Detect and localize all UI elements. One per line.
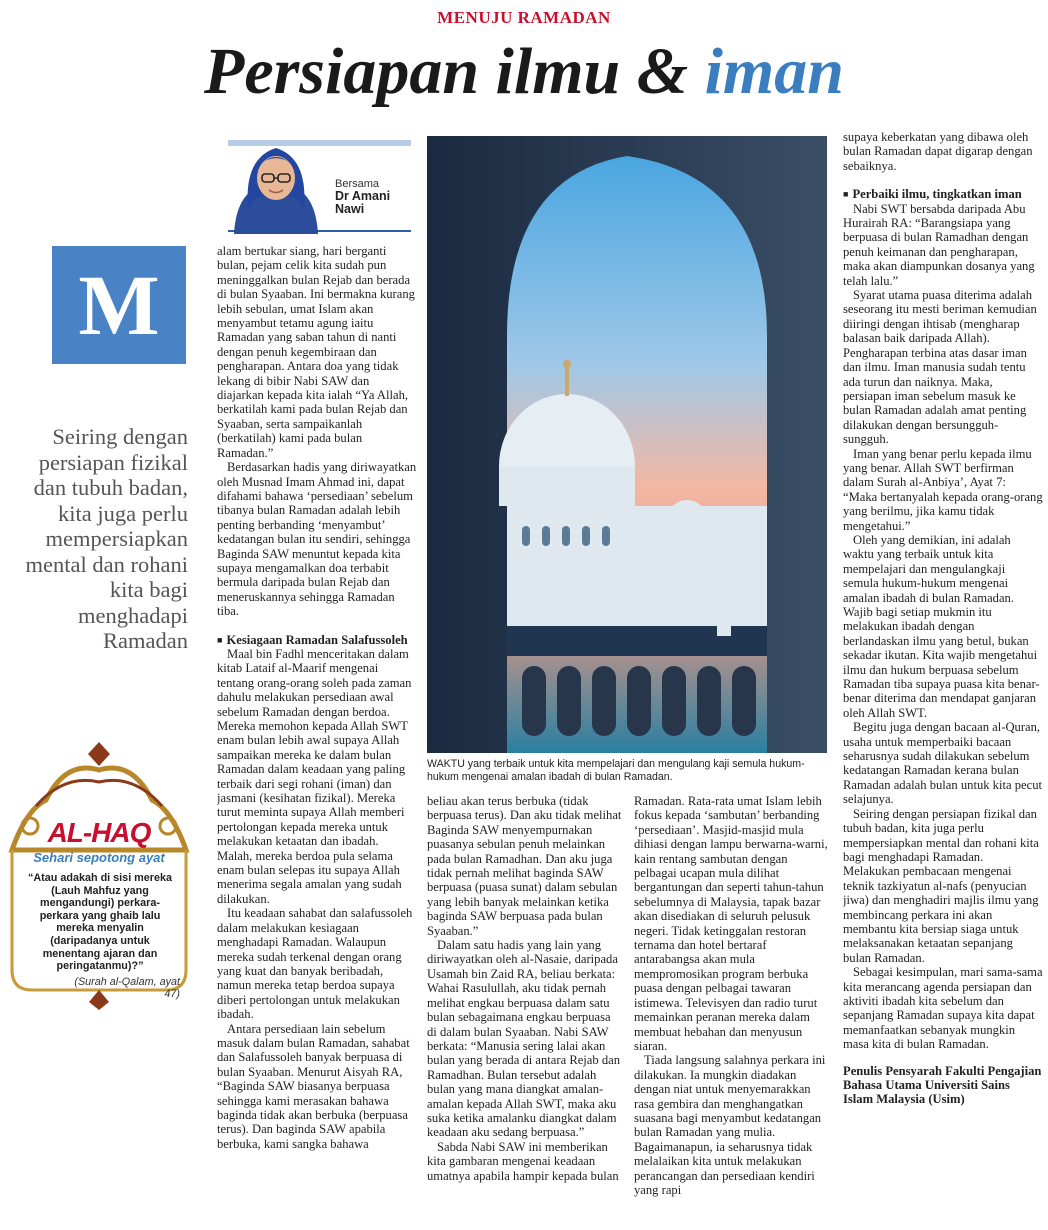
caption-lead: WAKTU	[427, 758, 465, 770]
paragraph: Itu keadaan sahabat dan salafussoleh dalam melakukan kesiagaan menghadapi Ramadan. Walaupun mereka sudah terkenal dengan orang yang kuat dan banyak beribadah, namun mereka tetap berdoa supaya diberi pertolongan untuk melakukan ibadah.	[217, 906, 413, 1022]
headline	[0, 36, 1048, 108]
author-avatar	[226, 138, 326, 234]
subheading: ■ Kesiagaan Ramadan Salafussoleh	[217, 633, 417, 647]
paragraph: Tiada langsung salahnya perkara ini dilakukan. Ia mungkin diadakan dengan niat untuk menyemarakkan rasa gembira dan menghangatkan suasana bagi menyambut kedatangan bulan Ramadan yang mulia. Bagaimanapun, ia seharusnya tidak melalaikan kita untuk melakukan perancangan dan persediaan kendiri yang rapi	[634, 1053, 826, 1197]
byline-prefix: Bersama	[335, 178, 380, 190]
author-note: Penulis Pensyarah Fakulti Pengajian Bahasa Utama Universiti Sains Islam Malaysia (Usim)	[843, 1063, 1042, 1107]
article-column-2	[427, 794, 623, 1224]
al-haq-subtitle: Sehari sepotong ayat	[33, 850, 165, 865]
paragraph: Syarat utama puasa diterima adalah seseorang itu mesti beriman kemudian diiringi dengan ihtisab (mengharap balasan baik daripada Allah). Pengharapan terbina atas dasar iman dan ilmu. Iman manusia sudah tentu ada turun dan naiknya. Maka, persiapan iman sebelum masuk ke bulan Ramadan adalah amat penting dilakukan dengan bersungguh-sungguh.	[843, 288, 1037, 447]
author-name-line1: Dr Amani	[335, 189, 391, 203]
paragraph: beliau akan terus berbuka (tidak berpuasa terus). Dan aku tidak melihat Baginda SAW menyempurnakan puasanya sebulan penuh melainkan pada bulan Ramadhan. Dan aku juga tidak pernah melihat baginda SAW berpuasa (puasa sunat) dalam sebulan yang lebih banyak melainkan ketika baginda SAW berpuasa pada bulan Syaaban.”	[427, 794, 622, 938]
al-haq-verse: “Atau adakah di sisi mereka (Lauh Mahfuz yang mengandungi) perkara-perkara yang ghaib lalu mereka menyalin (daripadanya untuk menentang ajaran dan peringatanmu)?”	[27, 872, 173, 973]
paragraph: alam bertukar siang, hari berganti bulan, pejam celik kita sudah pun meninggalkan bulan Rejab dan berada di bulan Syaaban. Ini bermakna kurang lebih sebulan, umat Islam akan menyambut tetamu agung iaitu Ramadan yang saban tahun di nanti dengan penuh kegembiraan dan pengharapan. Antara doa yang tidak lekang di bibir Nabi SAW dan diajarkan kepada kita ialah “Ya Allah, berkatilah kami pada bulan Rejab dan Syaaban, serta sampaikanlah (berkatilah) kami pada bulan Ramadan.”	[217, 244, 415, 460]
paragraph: Antara persediaan lain sebelum masuk dalam bulan Ramadan, sahabat dan Salafussoleh banyak berpuasa di bulan Syaaban. Menurut Aisyah RA, “Baginda SAW biasanya berpuasa sehingga kami merasakan bahawa baginda tidak akan berbuka (berpuasa terus). Dan baginda SAW apabila berbuka, kami sangka bahawa	[217, 1021, 410, 1151]
article-column-1	[217, 244, 417, 1224]
headline-accent: iman	[704, 35, 844, 108]
subheading: ■ Perbaiki ilmu, tingkatkan iman	[843, 187, 1043, 201]
paragraph: Seiring dengan persiapan fizikal dan tubuh badan, kita juga perlu mempersiapkan mental dan rohani kita bagi menghadapi Ramadan. Melakukan pembacaan mengenai teknik tazkiyatun al-nafs (penyucian jiwa) dan menghadiri majlis ilmu yang membincang perkara ini akan membantu kita bersiap siaga untuk melaksanakan ketaatan sepanjang bulan Ramadan.	[843, 806, 1039, 965]
section-kicker: MENUJU RAMADAN	[437, 8, 611, 27]
caption-text: yang terbaik untuk kita mempelajari dan mengulang kaji semula hukum-hukum mengenai amalan ibadah di bulan Ramadan.	[427, 758, 805, 783]
paragraph: Dalam satu hadis yang lain yang diriwayatkan oleh al-Nasaie, daripada Usamah bin Zaid RA, beliau berkata: Wahai Rasulullah, aku tidak pernah melihat engkau berpuasa dalam satu bulan sebagaimana engkau berpuasa di dalam bulan Syaaban. Nabi SAW berkata: “Manusia sering lalai akan bulan yang berada di antara Rejab dan Ramadhan. Bulan tersebut adalah bulan yang mana diangkat amalan-amalan kepada Allah SWT, maka aku suka ketika amalanku diangkat dalam keadaan aku sedang berpuasa.”	[427, 938, 621, 1140]
article-column-3	[634, 794, 828, 1224]
al-haq-reference: (Surah al-Qalam, ayat 47)	[74, 976, 180, 1000]
paragraph: supaya keberkatan yang dibawa oleh bulan Ramadan dapat digarap dengan sebaiknya.	[843, 130, 1033, 173]
paragraph: Berdasarkan hadis yang diriwayatkan oleh Musnad Imam Ahmad ini, dapat difahami bahawa ‘persediaan’ sebelum tibanya bulan Ramadan adalah lebih penting berbanding ‘menyambut’ kedatangan bulan itu sendiri, sehingga Baginda SAW menuntut kepada kita supaya mengamalkan doa terbabit bermula daripada bulan Rejab dan meneruskannya sehingga Ramadan tiba.	[217, 460, 417, 619]
paragraph: Nabi SWT bersabda daripada Abu Hurairah RA: “Barangsiapa yang berpuasa di bulan Ramadhan dengan penuh keimanan dan pengharapan, maka akan diampunkan dosanya yang telah lalu.”	[843, 201, 1035, 288]
paragraph: Maal bin Fadhl menceritakan dalam kitab Lataif al-Maarif mengenai tentang orang-orang soleh pada zaman dahulu melakukan persediaan awal sebelum Ramadan dengan berdoa. Mereka memohon kepada Allah SWT enam bulan lebih awal supaya Allah sampaikan mereka ke dalam bulan Ramadan dalam keadaan yang paling terbaik dari segi rohani (iman) dan jasmani (kesihatan fizikal). Mereka turut meminta supaya Allah memberi pertolongan kepada mereka untuk melakukan ketaatan dan ibadah. Malah, mereka berdoa pula selama enam bulan selepas itu supaya Allah menerima segala amalan yang sudah dilakukan.	[217, 646, 412, 906]
headline-main: Persiapan ilmu &	[204, 35, 705, 108]
article-column-4	[843, 130, 1043, 1224]
author-name-line2: Nawi	[335, 202, 365, 216]
dropcap: M	[52, 246, 186, 364]
paragraph: Iman yang benar perlu kepada ilmu yang benar. Allah SWT berfirman dalam Surah al-Anbiya’, Ayat 7: “Maka bertanyalah kepada orang-orang yang berilmu, jika kamu tidak mengetahui.”	[843, 446, 1043, 533]
paragraph: Sabda Nabi SAW ini memberikan kita gambaran mengenai keadaan umatnya apabila hampir kepada bulan	[427, 1139, 619, 1183]
paragraph: Begitu juga dengan bacaan al-Quran, usaha untuk memperbaiki bacaan seharusnya sudah dilakukan sebelum kedatangan Ramadan kerana bulan Ramadan adalah bulan untuk kita pecut selajunya.	[843, 720, 1042, 807]
pull-quote: Seiring dengan persiapan fizikal dan tubuh badan, kita juga perlu mempersiapkan mental dan rohani kita bagi menghadapi Ramadan	[25, 424, 188, 653]
byline	[335, 178, 390, 216]
photo-caption	[427, 758, 827, 784]
mosque-photo	[427, 136, 827, 753]
paragraph: Sebagai kesimpulan, mari sama-sama kita merancang agenda persiapan dan aktiviti ibadah kita sebelum dan sepanjang Ramadan supaya kita dapat memanfaatkan sebanyak mungkin masa kita di bulan Ramadan.	[843, 965, 1043, 1052]
al-haq-title: AL-HAQ	[47, 817, 151, 848]
paragraph: Oleh yang demikian, ini adalah waktu yang terbaik untuk kita mempelajari dan mengulangkaji semula hukum-hukum mengenai amalan ibadah di bulan Ramadan. Wajib bagi setiap mukmin itu melakukan ibadah dengan berlandaskan ilmu yang betul, bukan sekadar ikutan. Kita wajib mengetahui ilmu dan hukum berpuasa sebelum Ramadan tiba supaya puasa kita benar-benar diterima dan mendapat ganjaran oleh Allah SWT.	[843, 532, 1040, 720]
paragraph: Ramadan. Rata-rata umat Islam lebih fokus kepada ‘sambutan’ berbanding ‘persediaan’. Masjid-masjid mula dihiasi dengan lampu berwarna-warni, kain rentang sambutan dengan pelbagai ucapan mula dilihat bergantungan dan seperti tahun-tahun sebelumnya di Malaysia, tapak bazar akan disediakan di seluruh pelusuk negeri. Tidak ketinggalan restoran ternama dan hotel bertaraf antarabangsa akan mula mempromosikan program berbuka puasa dengan pelbagai tawaran istimewa. Televisyen dan radio turut memainkan peranan mereka dalam membuat hebahan dan menyusun siaran.	[634, 794, 828, 1053]
